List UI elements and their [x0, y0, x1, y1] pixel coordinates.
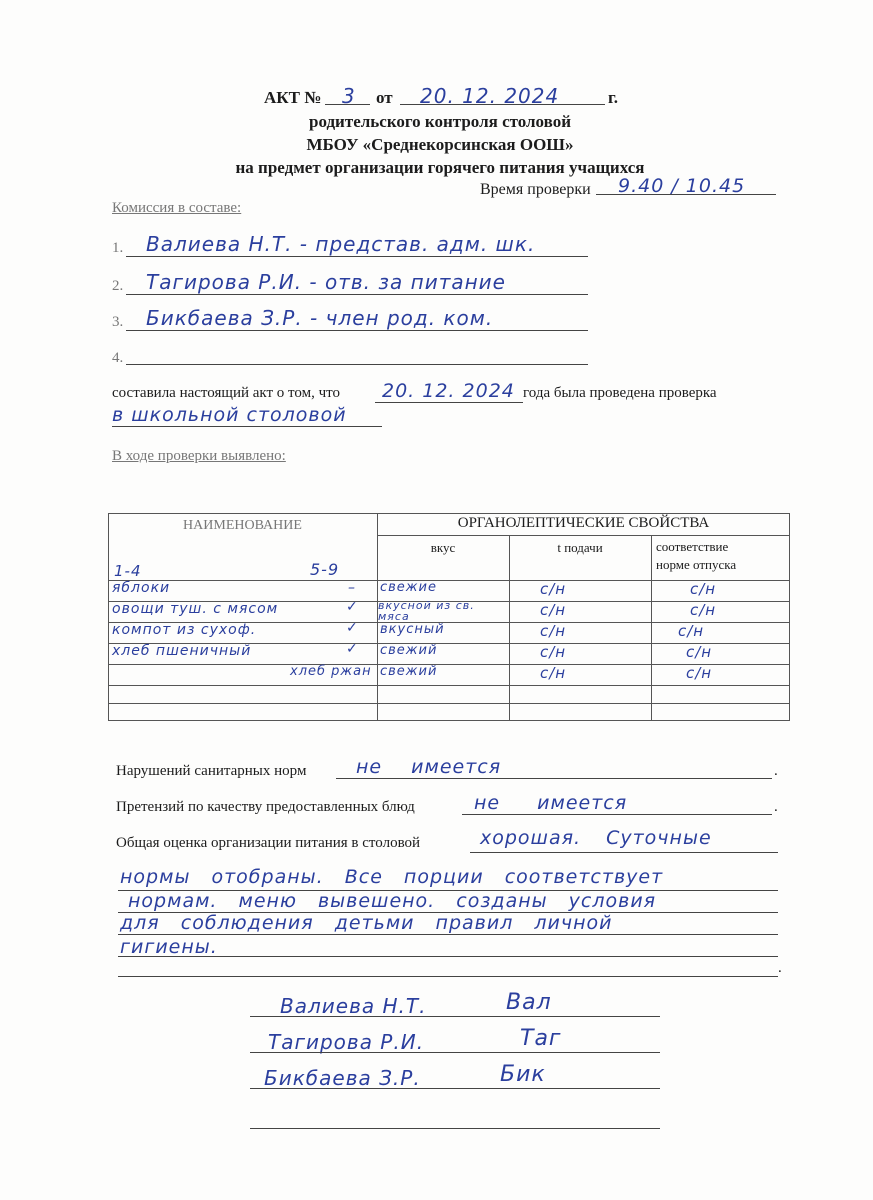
violations-period: .: [774, 763, 778, 779]
violations-label: Нарушений санитарных норм: [116, 763, 307, 779]
row-mark: ✓: [346, 599, 359, 615]
signature-line: [250, 1052, 660, 1053]
row-taste: свежие: [380, 580, 437, 595]
statement-date: 20. 12. 2024: [382, 380, 515, 402]
row-temp: с/н: [540, 580, 567, 598]
statement-suffix: года была проведена проверка: [523, 385, 717, 401]
row-norm: с/н: [686, 643, 713, 661]
row-temp: с/н: [540, 622, 567, 640]
found-label: В ходе проверки выявлено:: [112, 448, 286, 464]
assessment-line: [470, 852, 778, 853]
col-divider: [509, 535, 510, 721]
col-header-norm: [656, 538, 736, 574]
grade-left: 1-4: [114, 562, 142, 580]
row-divider: [108, 580, 790, 581]
row-taste: свежий: [380, 664, 438, 679]
row-name: овощи туш. с мясом: [112, 601, 279, 617]
header-subtitle: родительского контроля столовой: [308, 112, 571, 131]
claims-line: [462, 814, 772, 815]
signature-mark: Таг: [520, 1026, 562, 1051]
row-divider: [108, 703, 790, 704]
school-name: МБОУ «Среднекорсинская ООШ»: [306, 135, 574, 154]
col-header-name: НАИМЕНОВАНИЕ: [183, 518, 302, 533]
member-line: [126, 294, 588, 295]
row-norm: с/н: [686, 664, 713, 682]
violations-value: не имеется: [356, 756, 502, 778]
row-name: компот из сухоф.: [112, 622, 257, 638]
signature-name: Бикбаева З.Р.: [264, 1066, 421, 1090]
member-number: 1.: [112, 240, 124, 256]
violations-line: [336, 778, 772, 779]
row-name: яблоки: [112, 580, 171, 596]
row-name: хлеб пшеничный: [112, 643, 252, 659]
time-label: Время проверки: [480, 181, 591, 198]
member-line: [126, 256, 588, 257]
claims-value: не имеется: [474, 792, 628, 814]
signature-line: [250, 1088, 660, 1089]
row-temp: с/н: [540, 601, 567, 619]
assessment-line-1: хорошая. Суточные: [480, 827, 712, 849]
assessment-line-4: для соблюдения детьми правил личной: [120, 912, 613, 934]
time-value: 9.40 / 10.45: [618, 175, 746, 197]
member-number: 2.: [112, 278, 124, 294]
act-date: 20. 12. 2024: [420, 84, 560, 108]
row-temp: с/н: [540, 664, 567, 682]
member-number: 3.: [112, 314, 124, 330]
row-mark: –: [348, 580, 356, 596]
row-mark: ✓: [346, 641, 359, 657]
row-taste: свежий: [380, 643, 438, 658]
grade-right: 5-9: [310, 560, 340, 579]
row-norm: с/н: [690, 580, 717, 598]
assessment-line: [118, 976, 778, 977]
act-number: 3: [342, 84, 356, 108]
col-header-norm-line1: соответствие: [656, 539, 729, 554]
signature-mark: Вал: [506, 990, 552, 1015]
row-divider: [108, 685, 790, 686]
claims-period: .: [774, 799, 778, 815]
assessment-line-2: нормы отобраны. Все порции соответствует: [120, 866, 664, 888]
row-norm: с/н: [690, 601, 717, 619]
statement-date-line: [375, 402, 523, 403]
member-number: 4.: [112, 350, 124, 366]
assessment-label: Общая оценка организации питания в столовой: [116, 835, 421, 851]
claims-label: Претензий по качеству предоставленных блюд: [116, 799, 415, 815]
statement-place: в школьной столовой: [112, 404, 347, 426]
col-header-taste: вкус: [430, 540, 456, 555]
statement-prefix: составила настоящий акт о том, что: [112, 385, 341, 401]
col-header-norm-line2: норме отпуска: [656, 557, 737, 572]
act-prefix: АКТ №: [264, 88, 322, 107]
signature-line-empty: [250, 1128, 660, 1129]
signature-name: Валиева Н.Т.: [280, 994, 427, 1018]
statement-place-line: [112, 426, 382, 427]
member-text: Тагирова Р.И. - отв. за питание: [146, 270, 506, 294]
signature-line: [250, 1016, 660, 1017]
act-year-suffix: г.: [608, 88, 619, 107]
member-text: Валиева Н.Т. - представ. адм. шк.: [146, 232, 536, 256]
assessment-line: [118, 934, 778, 935]
col-header-group: ОРГАНОЛЕПТИЧЕСКИЕ СВОЙСТВА: [457, 515, 710, 531]
act-from: от: [376, 88, 393, 107]
commission-label: Комиссия в составе:: [112, 200, 242, 216]
signature-mark: Бик: [500, 1062, 546, 1087]
header-subject: на предмет организации горячего питания учащихся: [235, 158, 645, 177]
col-header-temp: t подачи: [557, 540, 603, 555]
assessment-period: .: [778, 960, 782, 976]
row-norm: с/н: [678, 622, 705, 640]
row-mark: ✓: [346, 620, 359, 636]
row-taste: вкусной из св. мяса: [378, 599, 475, 623]
member-line: [126, 330, 588, 331]
act-header: [264, 88, 321, 108]
row-temp: с/н: [540, 643, 567, 661]
member-line: [126, 364, 588, 365]
row-divider: [377, 535, 790, 536]
row-name: хлеб ржан: [290, 664, 372, 679]
assessment-line-5: гигиены.: [120, 936, 218, 958]
member-text: Бикбаева З.Р. - член род. ком.: [146, 306, 494, 330]
row-taste: вкусный: [380, 622, 445, 637]
col-divider: [651, 535, 652, 721]
signature-name: Тагирова Р.И.: [268, 1030, 425, 1054]
assessment-line-3: нормам. меню вывешено. созданы условия: [128, 890, 657, 912]
